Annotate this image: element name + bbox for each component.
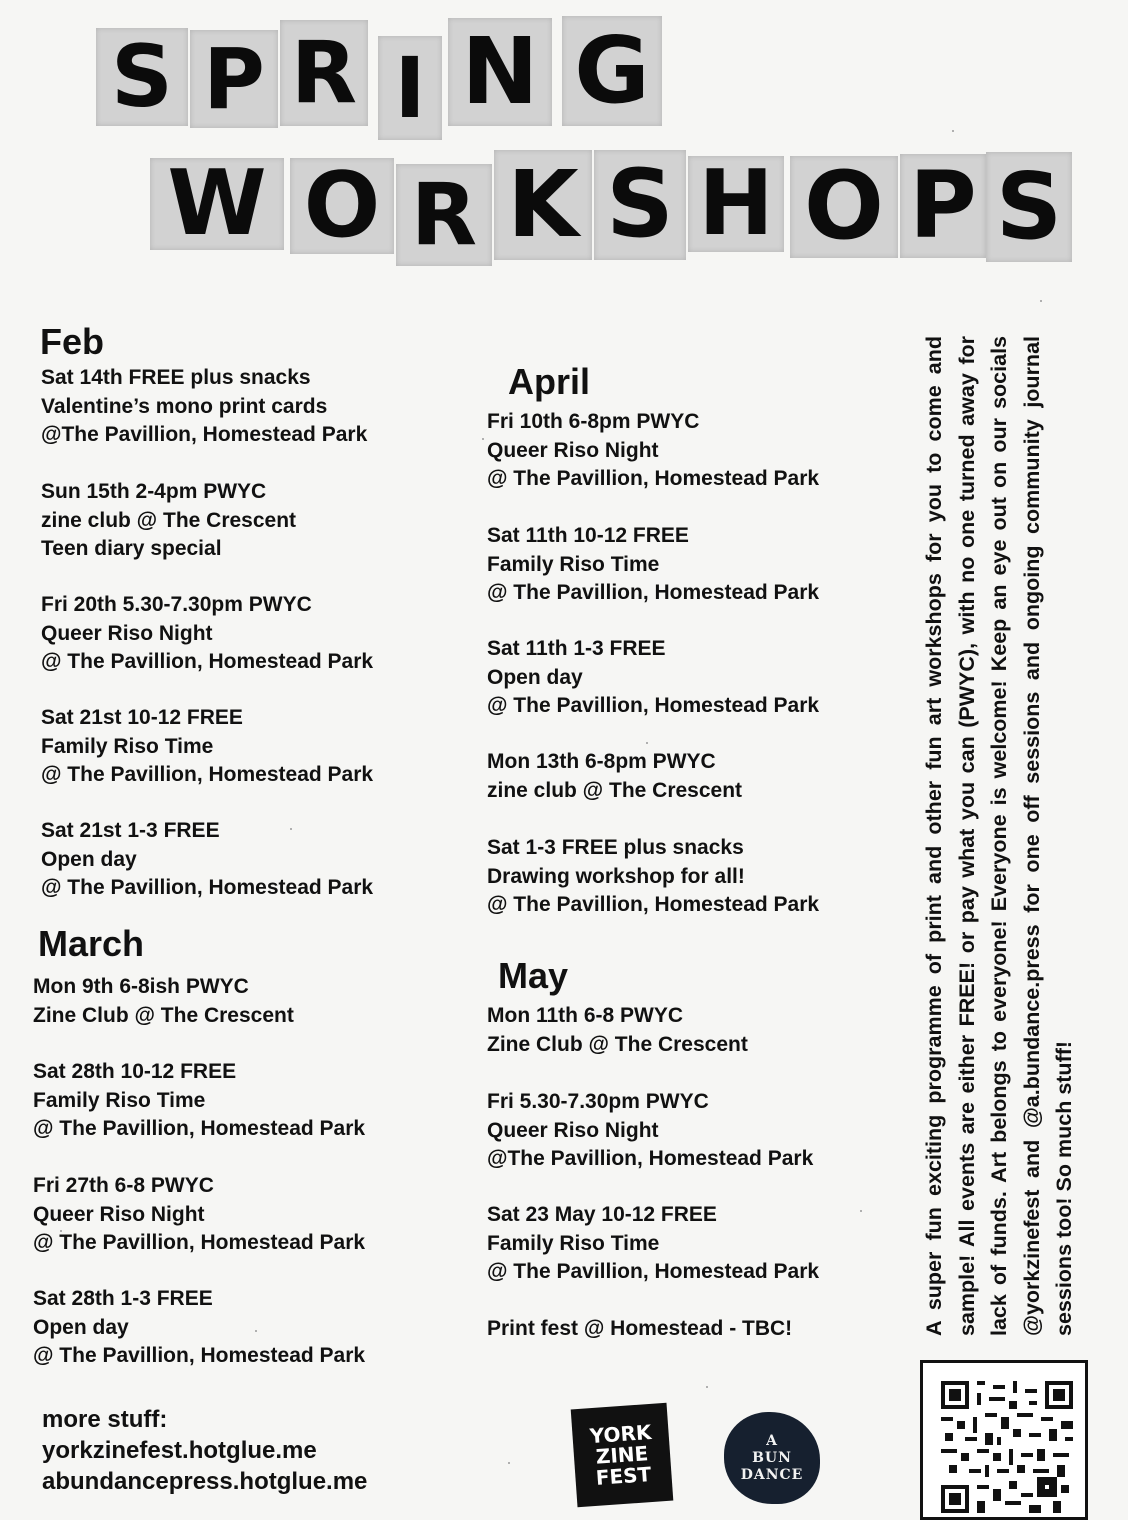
event-april-2: Sat 11th 10-12 FREE Family Riso Time @ The Pavillion, Homestead Park: [487, 524, 820, 604]
event-feb-5: Sat 21st 1-3 FREE Open day @ The Pavillion, Homestead Park: [41, 819, 374, 899]
month-may: May: [498, 955, 569, 996]
event-may-4: Print fest @ Homestead - TBC!: [487, 1317, 793, 1340]
qr-code-icon[interactable]: [920, 1360, 1088, 1520]
title-letter: W: [150, 158, 284, 250]
qr-code-graphic: [941, 1381, 1073, 1513]
title-letter: S: [96, 28, 188, 126]
link-abundancepress[interactable]: abundancepress.hotglue.me: [42, 1468, 368, 1495]
event-march-2: Sat 28th 10-12 FREE Family Riso Time @ The Pavillion, Homestead Park: [33, 1060, 366, 1140]
event-april-1: Fri 10th 6-8pm PWYC Queer Riso Night @ The Pavillion, Homestead Park: [487, 410, 820, 490]
link-yorkzinefest[interactable]: yorkzinefest.hotglue.me: [42, 1437, 317, 1464]
event-march-3: Fri 27th 6-8 PWYC Queer Riso Night @ The Pavillion, Homestead Park: [33, 1174, 366, 1254]
title-letter: H: [688, 156, 784, 252]
event-may-3: Sat 23 May 10-12 FREE Family Riso Time @ The Pavillion, Homestead Park: [487, 1203, 820, 1283]
title-letter: N: [448, 18, 552, 126]
title-letter: R: [280, 20, 368, 126]
event-march-4: Sat 28th 1-3 FREE Open day @ The Pavillion, Homestead Park: [33, 1287, 366, 1367]
event-feb-4: Sat 21st 10-12 FREE Family Riso Time @ The Pavillion, Homestead Park: [41, 706, 374, 786]
title-letter: O: [790, 156, 898, 258]
title-letter: S: [986, 152, 1072, 262]
title-letter: P: [190, 30, 278, 128]
event-may-2: Fri 5.30-7.30pm PWYC Queer Riso Night @The Pavillion, Homestead Park: [487, 1090, 814, 1170]
side-description: A super fun exciting programme of print and other fun art workshops for you to come and sample! All events are either FREE! or pay what you can (PWYC), with no one turned away for lack of funds. Art belongs to everyone! Everyone is welcome! Keep an eye out on our socials @yorkzinefest and @a.bundance.press for one off sessions and ongoing community journal sessions too! So much stuff!: [922, 336, 1076, 1336]
event-april-4: Mon 13th 6-8pm PWYC zine club @ The Crescent: [487, 750, 743, 802]
york-zine-fest-logo: YORK ZINE FEST: [571, 1403, 674, 1507]
month-feb: Feb: [40, 321, 105, 362]
title-letter: I: [378, 36, 442, 140]
month-april: April: [508, 361, 591, 402]
event-april-3: Sat 11th 1-3 FREE Open day @ The Pavillion, Homestead Park: [487, 637, 820, 717]
title-letter: K: [494, 150, 592, 260]
title-letter: R: [396, 164, 492, 266]
title-letter: S: [594, 150, 686, 260]
month-march: March: [38, 923, 145, 964]
event-feb-3: Fri 20th 5.30-7.30pm PWYC Queer Riso Night @ The Pavillion, Homestead Park: [41, 593, 374, 673]
title-letter: P: [900, 154, 986, 258]
footer-heading: more stuff:: [42, 1406, 168, 1433]
abundance-press-logo: A BUN DANCE: [724, 1412, 820, 1504]
event-feb-1: Sat 14th FREE plus snacks Valentine’s mono print cards @The Pavillion, Homestead Park: [41, 366, 368, 446]
footer-links: [42, 1404, 367, 1497]
event-feb-2: Sun 15th 2-4pm PWYC zine club @ The Crescent Teen diary special: [41, 480, 297, 560]
event-march-1: Mon 9th 6-8ish PWYC Zine Club @ The Crescent: [33, 975, 294, 1027]
title-letter: G: [562, 16, 662, 126]
event-april-5: Sat 1-3 FREE plus snacks Drawing workshop for all! @ The Pavillion, Homestead Park: [487, 836, 820, 916]
event-may-1: Mon 11th 6-8 PWYC Zine Club @ The Crescent: [487, 1004, 748, 1056]
title-letter: O: [290, 158, 394, 254]
